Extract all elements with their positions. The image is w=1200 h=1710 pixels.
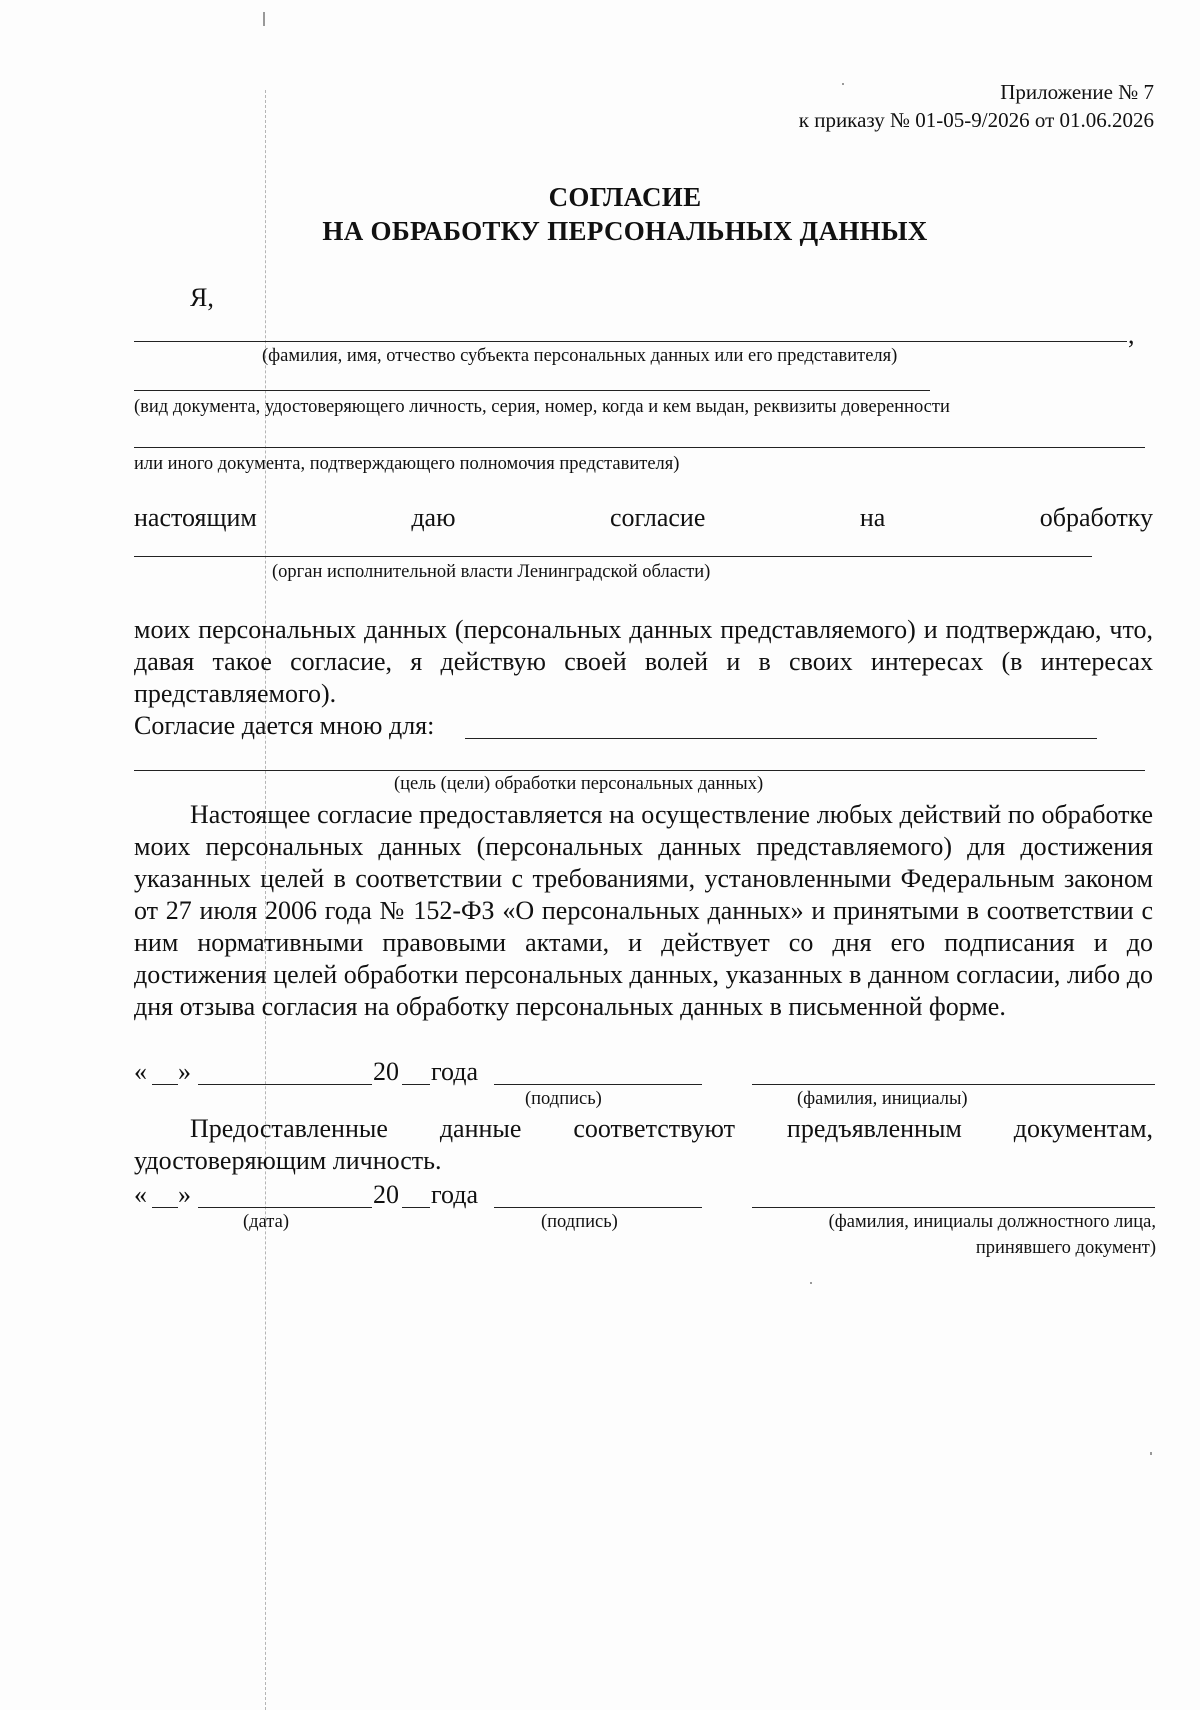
date-quote-open: « — [134, 1057, 147, 1086]
date-quote-close-2: » — [178, 1180, 191, 1209]
scan-speck — [810, 1282, 812, 1284]
year-suffix-2: года — [431, 1180, 479, 1209]
signature-caption: (подпись) — [525, 1089, 602, 1109]
authority-field[interactable] — [134, 556, 1092, 557]
purpose-field[interactable] — [465, 738, 1097, 739]
scan-speck — [842, 83, 844, 85]
order-reference: к приказу № 01-05-9/2026 от 01.06.2026 — [798, 108, 1154, 132]
subject-prefix: Я, — [190, 283, 214, 312]
identity-document-field[interactable] — [134, 390, 930, 391]
identity-document-caption-2: или иного документа, подтверждающего полномочия представителя) — [134, 454, 680, 474]
year-field[interactable] — [402, 1084, 430, 1085]
scan-speck — [1150, 1452, 1152, 1455]
consent-statement: настоящим даю согласие на обработку — [134, 503, 1154, 532]
official-name-field[interactable] — [752, 1207, 1155, 1208]
subject-comma: , — [1128, 320, 1135, 349]
month-field[interactable] — [198, 1084, 372, 1085]
signature-field[interactable] — [494, 1084, 702, 1085]
purpose-caption: (цель (цели) обработки персональных данных) — [394, 774, 764, 794]
subject-name-caption: (фамилия, имя, отчество субъекта персональных данных или его представителя) — [262, 346, 898, 366]
year-field-2[interactable] — [402, 1207, 430, 1208]
subject-name-field[interactable] — [134, 341, 1127, 342]
scan-speck — [263, 12, 265, 26]
identity-document-field-2[interactable] — [134, 447, 1145, 448]
month-field-2[interactable] — [198, 1207, 372, 1208]
purpose-label: Согласие дается мною для: — [134, 711, 435, 740]
consent-paragraph: моих персональных данных (персональных данных представляемого) и подтверждаю, что, давая такое согласие, я действую своей волей и в своих интересах (в интересах представляемого). — [134, 615, 1153, 708]
authority-caption: (орган исполнительной власти Ленинградской области) — [272, 562, 711, 582]
verification-statement: Предоставленные данные соответствуют предъявленным документам, — [190, 1114, 1154, 1143]
official-caption-2: принявшего документ) — [975, 1238, 1156, 1258]
verification-statement-2: удостоверяющим личность. — [134, 1146, 442, 1175]
day-field[interactable] — [152, 1084, 178, 1085]
date-quote-close: » — [178, 1057, 191, 1086]
document-subtitle: НА ОБРАБОТКУ ПЕРСОНАЛЬНЫХ ДАННЫХ — [322, 216, 928, 246]
signature-caption-2: (подпись) — [541, 1212, 618, 1232]
date-quote-open-2: « — [134, 1180, 147, 1209]
signature-field-2[interactable] — [494, 1207, 702, 1208]
appendix-number: Приложение № 7 — [1000, 80, 1154, 104]
day-field-2[interactable] — [152, 1207, 178, 1208]
body-paragraph: Настоящее согласие предоставляется на осуществление любых действий по обработке моих персональных данных (персональных данных представляемого) для достижения указанных целей в соответствии с требованиями, установленными Федеральным законом от 27 июля 2006 года № 152-ФЗ «О персональных данных» и принятыми в соответствии с ним нормативными правовыми актами, и действует со дня его подписания и до достижения целей обработки персональных данных, указанных в данном согласии, либо до дня отзыва согласия на обработку персональных данных в письменной форме. — [134, 800, 1153, 1021]
year-prefix: 20 — [373, 1057, 399, 1086]
identity-document-caption: (вид документа, удостоверяющего личность, серия, номер, когда и кем выдан, реквизиты доверенности — [134, 397, 950, 417]
purpose-field-2[interactable] — [134, 770, 1145, 771]
year-suffix: года — [431, 1057, 479, 1086]
document-title: СОГЛАСИЕ — [548, 182, 702, 212]
name-initials-caption: (фамилия, инициалы) — [797, 1089, 968, 1109]
official-caption: (фамилия, инициалы должностного лица, — [828, 1212, 1156, 1232]
name-initials-field[interactable] — [752, 1084, 1155, 1085]
year-prefix-2: 20 — [373, 1180, 399, 1209]
date-caption: (дата) — [243, 1212, 289, 1232]
